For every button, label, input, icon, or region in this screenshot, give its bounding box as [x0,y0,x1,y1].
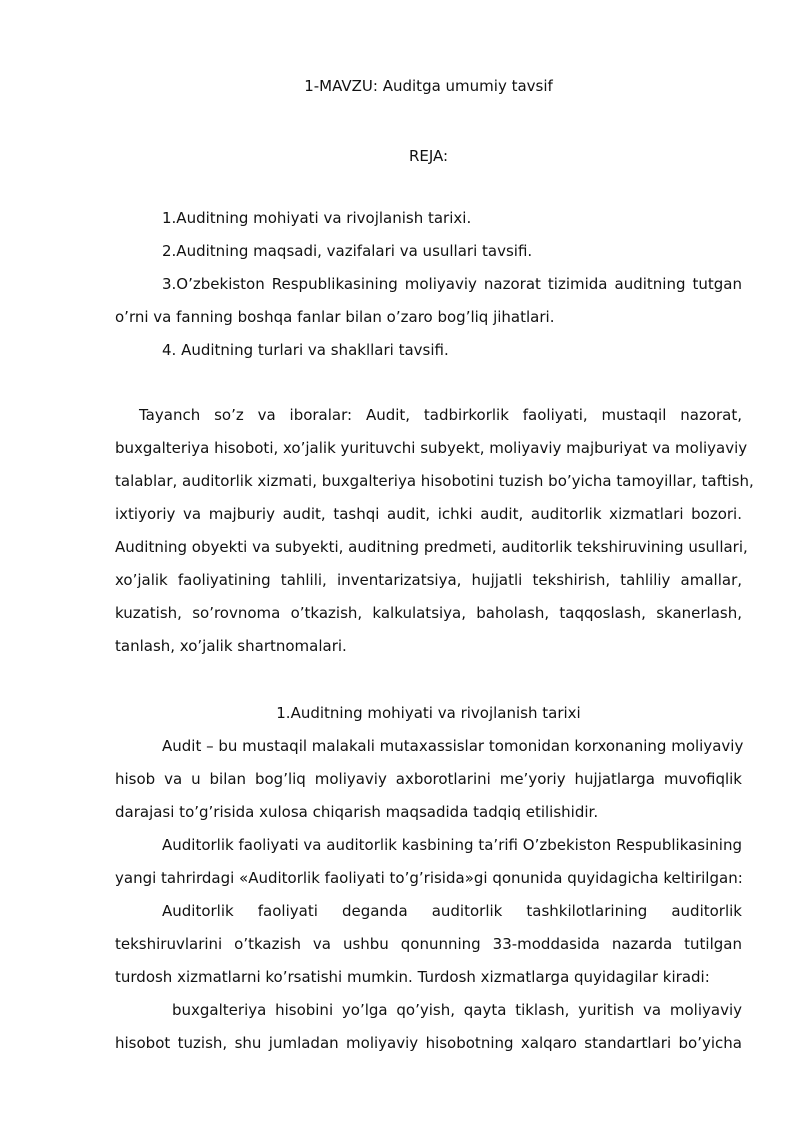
paragraph-line: turdosh xizmatlarni ko’rsatishi mumkin. Turdosh xizmatlarga quyidagilar kiradi: [115,968,710,986]
paragraph-line: Auditorlik faoliyati va auditorlik kasbining ta’rifi O’zbekiston Respublikasining [162,836,742,854]
plan-item: 4. Auditning turlari va shakllari tavsifi. [162,341,449,359]
keywords-line: buxgalteriya hisoboti, xo’jalik yurituvchi subyekt, moliyaviy majburiyat va moliyaviy [115,439,748,457]
paragraph-line: buxgalteriya hisobini yo’lga qo’yish, qayta tiklash, yuritish va moliyaviy [172,1001,742,1019]
keywords-line: kuzatish, so’rovnoma o’tkazish, kalkulatsiya, baholash, taqqoslash, skanerlash, [115,604,742,622]
section-heading: 1.Auditning mohiyati va rivojlanish tarixi [276,704,581,722]
paragraph-line: darajasi to’g’risida xulosa chiqarish maqsadida tadqiq etilishidir. [115,803,599,821]
paragraph-line: yangi tahrirdagi «Auditorlik faoliyati to’g’risida»gi qonunida quyidagicha keltirilgan: [115,869,743,887]
keywords-line: tanlash, xo’jalik shartnomalari. [115,637,347,655]
paragraph-line: hisobot tuzish, shu jumladan moliyaviy hisobotning xalqaro standartlari bo’yicha [115,1034,742,1052]
plan-item: 2.Auditning maqsadi, vazifalari va usullari tavsifi. [162,242,533,260]
document-title: 1-MAVZU: Auditga umumiy tavsif [304,77,553,95]
paragraph-line: Auditorlik faoliyati deganda auditorlik tashkilotlarining auditorlik [162,902,742,920]
keywords-line: talablar, auditorlik xizmati, buxgalteriya hisobotini tuzish bo’yicha tamoyillar, taftish, [115,472,754,490]
plan-item-continuation: o’rni va fanning boshqa fanlar bilan o’zaro bog’liq jihatlari. [115,308,555,326]
paragraph-line: Audit – bu mustaqil malakali mutaxassislar tomonidan korxonaning moliyaviy [162,737,744,755]
paragraph-line: hisob va u bilan bog’liq moliyaviy axborotlarini me’yoriy hujjatlarga muvofiqlik [115,770,742,788]
plan-heading: REJA: [408,147,449,165]
paragraph-line: tekshiruvlarini o’tkazish va ushbu qonunning 33-moddasida nazarda tutilgan [115,935,742,953]
keywords-line: Tayanch so’z va iboralar: Audit, tadbirkorlik faoliyati, mustaqil nazorat, [139,406,742,424]
keywords-line: ixtiyoriy va majburiy audit, tashqi audit, ichki audit, auditorlik xizmatlari bozori. [115,505,742,523]
plan-item: 3.O’zbekiston Respublikasining moliyaviy nazorat tizimida auditning tutgan [162,275,742,293]
keywords-line: Auditning obyekti va subyekti, auditning predmeti, auditorlik tekshiruvining usullari, [115,538,748,556]
plan-item: 1.Auditning mohiyati va rivojlanish tarixi. [162,209,472,227]
keywords-line: xo’jalik faoliyatining tahlili, inventarizatsiya, hujjatli tekshirish, tahliliy amallar, [115,571,742,589]
